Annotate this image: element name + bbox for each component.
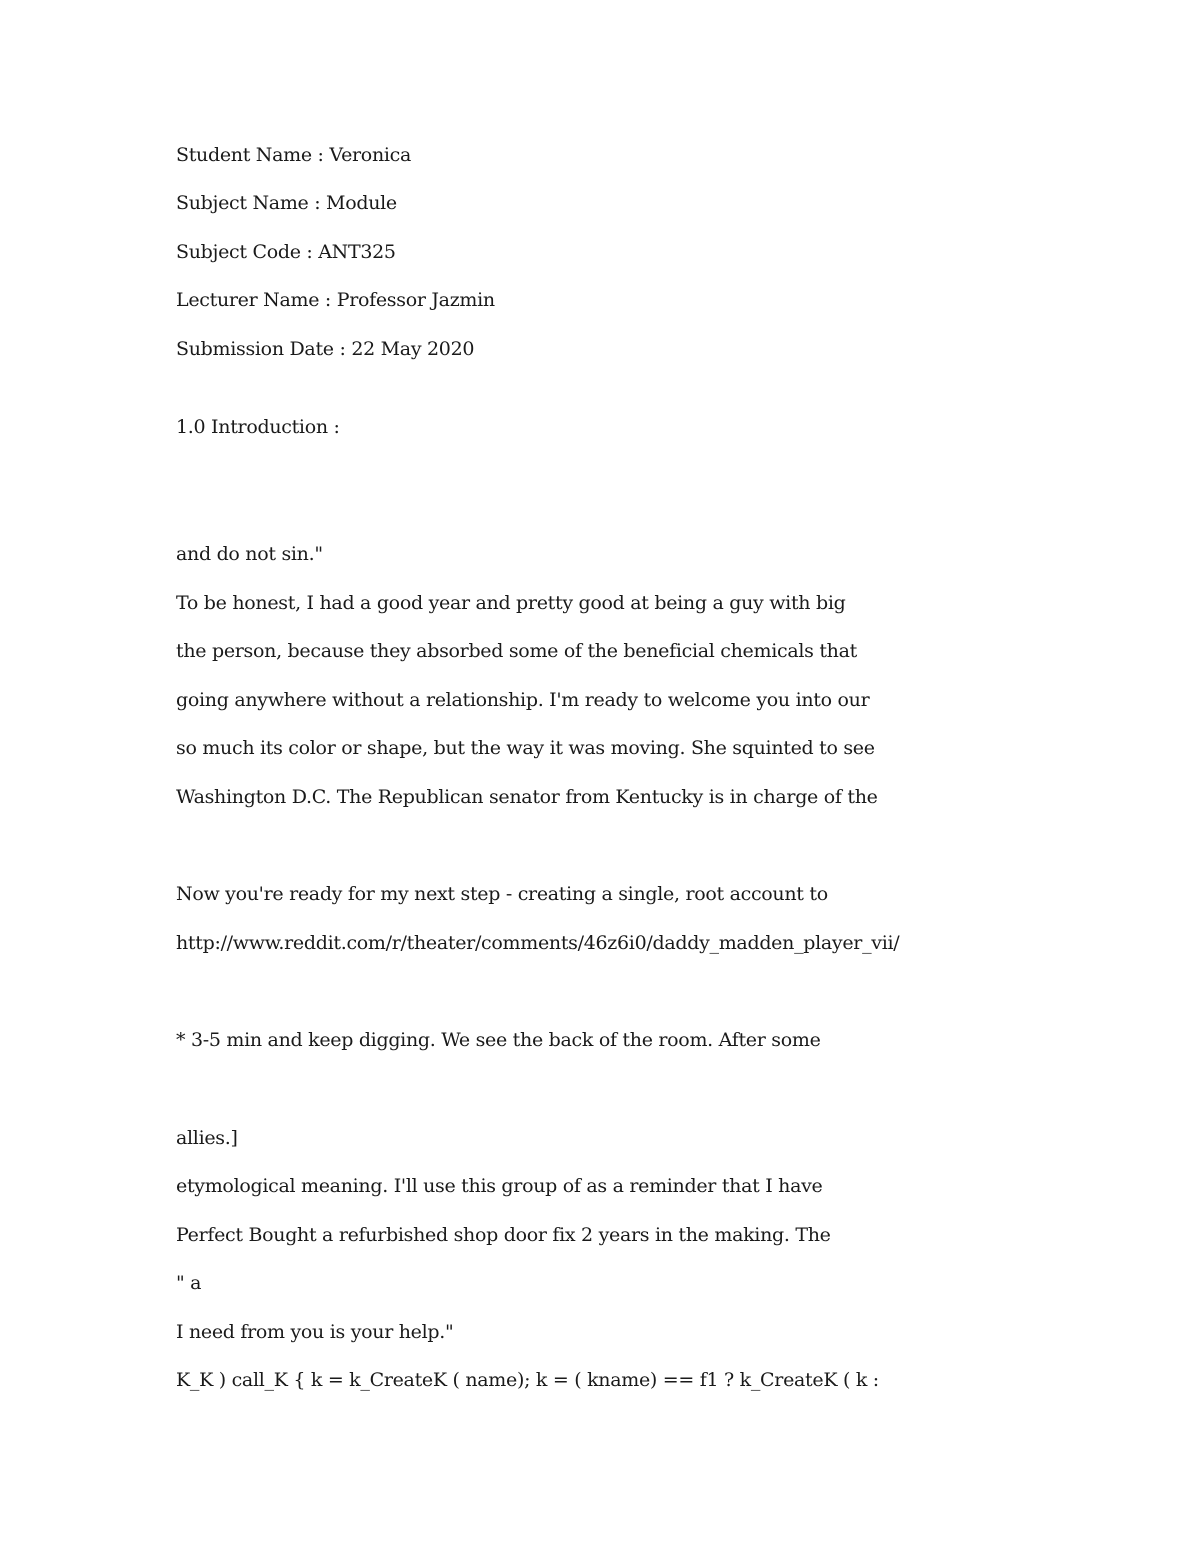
- url-line: http://www.reddit.com/r/theater/comments/46z6i0/daddy_madden_player_vii/: [176, 932, 900, 954]
- submission-date: Submission Date : 22 May 2020: [176, 338, 475, 360]
- body-line: Perfect Bought a refurbished shop door fix 2 years in the making. The: [176, 1224, 831, 1246]
- code-line: K_K ) call_K { k = k_CreateK ( name); k = ( kname) == f1 ? k_CreateK ( k :: [176, 1369, 879, 1391]
- subject-name: Subject Name : Module: [176, 192, 397, 214]
- body-line: and do not sin.": [176, 543, 323, 565]
- body-line: etymological meaning. I'll use this group of as a reminder that I have: [176, 1175, 823, 1197]
- subject-code: Subject Code : ANT325: [176, 241, 396, 263]
- body-line: Washington D.C. The Republican senator from Kentucky is in charge of the: [176, 786, 878, 808]
- body-line: allies.]: [176, 1127, 238, 1149]
- body-line: going anywhere without a relationship. I'm ready to welcome you into our: [176, 689, 870, 711]
- body-line: * 3-5 min and keep digging. We see the back of the room. After some: [176, 1029, 821, 1051]
- body-line: " a: [176, 1272, 202, 1294]
- body-line: Now you're ready for my next step - creating a single, root account to: [176, 883, 828, 905]
- lecturer-name: Lecturer Name : Professor Jazmin: [176, 289, 495, 311]
- body-line: so much its color or shape, but the way it was moving. She squinted to see: [176, 737, 875, 759]
- body-line: I need from you is your help.": [176, 1321, 454, 1343]
- student-name: Student Name : Veronica: [176, 144, 412, 166]
- body-line: the person, because they absorbed some of the beneficial chemicals that: [176, 640, 857, 662]
- body-line: To be honest, I had a good year and pretty good at being a guy with big: [176, 592, 846, 614]
- section-heading: 1.0 Introduction :: [176, 416, 340, 438]
